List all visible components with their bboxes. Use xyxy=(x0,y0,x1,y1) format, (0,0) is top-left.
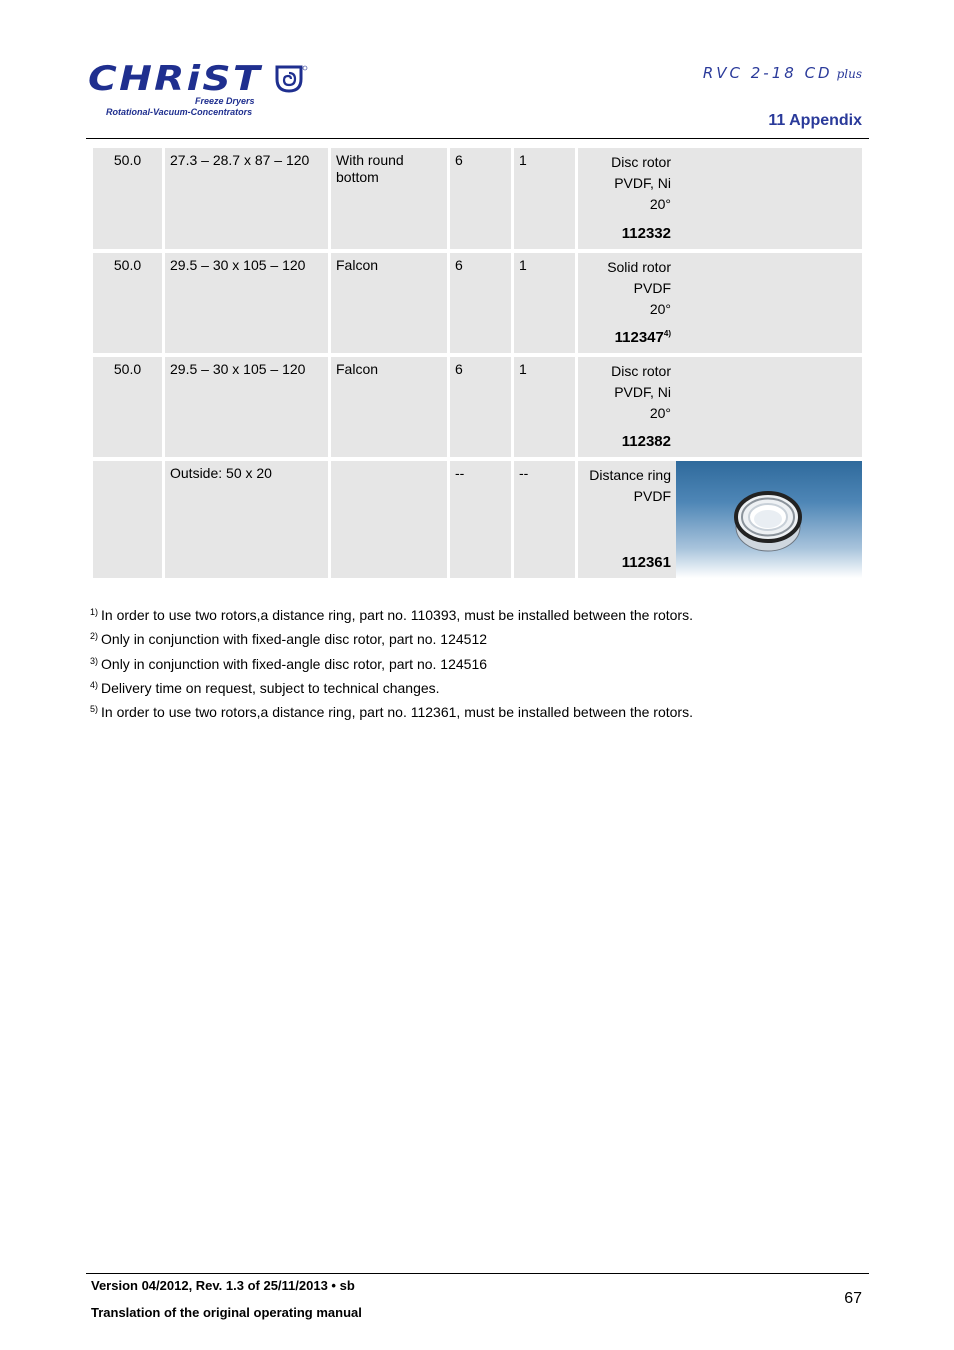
volume-cell: 50.0 xyxy=(93,357,162,457)
model-name: RVC 2-18 CD xyxy=(702,64,833,82)
footnote: $^{4)}$ Delivery time on request, subject to technical changes. xyxy=(90,679,440,696)
volume-cell: 50.0 xyxy=(93,253,162,353)
description-line: PVDF, Ni xyxy=(614,384,671,400)
svg-text:CHRiST: CHRiST xyxy=(88,62,263,94)
footnote: $^{2)}$ Only in conjunction with fixed-angle disc rotor, part no. 124512 xyxy=(90,631,488,648)
table-row xyxy=(93,148,863,249)
table-row xyxy=(93,253,863,353)
bottom-cell: Falcon xyxy=(331,253,447,353)
model-title xyxy=(703,64,862,82)
footnotes xyxy=(90,602,693,723)
dimensions-cell: Outside: 50 x 20 xyxy=(165,461,328,578)
footer-divider xyxy=(86,1273,869,1274)
logo-tagline-2: Rotational-Vacuum-Concentrators xyxy=(106,107,253,117)
section-title: 11 Appendix xyxy=(768,112,862,129)
table-row xyxy=(93,357,863,457)
bottom-cell: Falcon xyxy=(331,357,447,457)
quantity-cell: -- xyxy=(450,461,511,578)
footnote: $^{1)}$ In order to use two rotors,a distance ring, part no. 110393, must be installed between the rotors. xyxy=(90,607,693,623)
description-line: 20° xyxy=(649,405,671,421)
volume-cell xyxy=(93,461,162,578)
footnote: $^{5)}$ In order to use two rotors,a distance ring, part no. 112361, must be installed between the rotors. xyxy=(90,704,693,721)
accessory-table xyxy=(93,148,863,578)
description-line: Disc rotor xyxy=(611,363,671,379)
footer-version: Version 04/2012, Rev. 1.3 of 25/11/2013 • sb xyxy=(91,1278,355,1293)
image-cell xyxy=(676,253,862,353)
dimensions-cell: 29.5 – 30 x 105 – 120 xyxy=(165,253,328,353)
page-number: 67 xyxy=(844,1290,862,1307)
image-cell xyxy=(676,357,862,457)
description-line: PVDF, Ni xyxy=(614,175,671,191)
description-line: Disc rotor xyxy=(611,154,671,170)
quantity2-cell: 1 xyxy=(514,253,575,353)
description-cell xyxy=(578,253,676,353)
part-number: 112347$^{4)}$ xyxy=(614,329,671,346)
table-row xyxy=(93,461,863,578)
dimensions-cell: 27.3 – 28.7 x 87 – 120 xyxy=(165,148,328,249)
quantity-cell: 6 xyxy=(450,148,511,249)
description-cell xyxy=(578,148,676,249)
quantity2-cell: 1 xyxy=(514,148,575,249)
header-divider xyxy=(86,138,869,139)
description-line: 20° xyxy=(649,301,671,317)
quantity2-cell: -- xyxy=(514,461,575,578)
description-line: PVDF xyxy=(633,488,671,504)
part-number: 112382 xyxy=(621,433,671,450)
part-number: 112332 xyxy=(621,225,671,242)
dimensions-cell: 29.5 – 30 x 105 – 120 xyxy=(165,357,328,457)
quantity-cell: 6 xyxy=(450,253,511,353)
description-cell xyxy=(578,461,676,578)
quantity-cell: 6 xyxy=(450,357,511,457)
bottom-cell xyxy=(331,461,447,578)
christ-wordmark xyxy=(88,62,268,94)
footer-translation: Translation of the original operating manual xyxy=(91,1305,362,1320)
quantity2-cell: 1 xyxy=(514,357,575,457)
bottom-cell: With round bottom xyxy=(331,148,447,249)
image-cell xyxy=(676,148,862,249)
distance-ring-photo xyxy=(676,461,862,578)
christ-logo xyxy=(88,60,318,120)
logo-emblem-icon xyxy=(274,64,308,94)
description-line: PVDF xyxy=(633,280,671,296)
footnote: $^{3)}$ Only in conjunction with fixed-angle disc rotor, part no. 124516 xyxy=(90,655,488,672)
distance-ring-icon xyxy=(732,489,804,555)
model-suffix: plus xyxy=(836,67,862,81)
volume-cell: 50.0 xyxy=(93,148,162,249)
description-line: Solid rotor xyxy=(607,259,671,275)
footnote-ref: 4) xyxy=(663,329,671,338)
description-line: Distance ring xyxy=(589,467,671,483)
description-line: 20° xyxy=(649,196,671,212)
logo-tagline-1: Freeze Dryers xyxy=(195,96,255,106)
part-number: 112361 xyxy=(621,554,671,571)
description-cell xyxy=(578,357,676,457)
